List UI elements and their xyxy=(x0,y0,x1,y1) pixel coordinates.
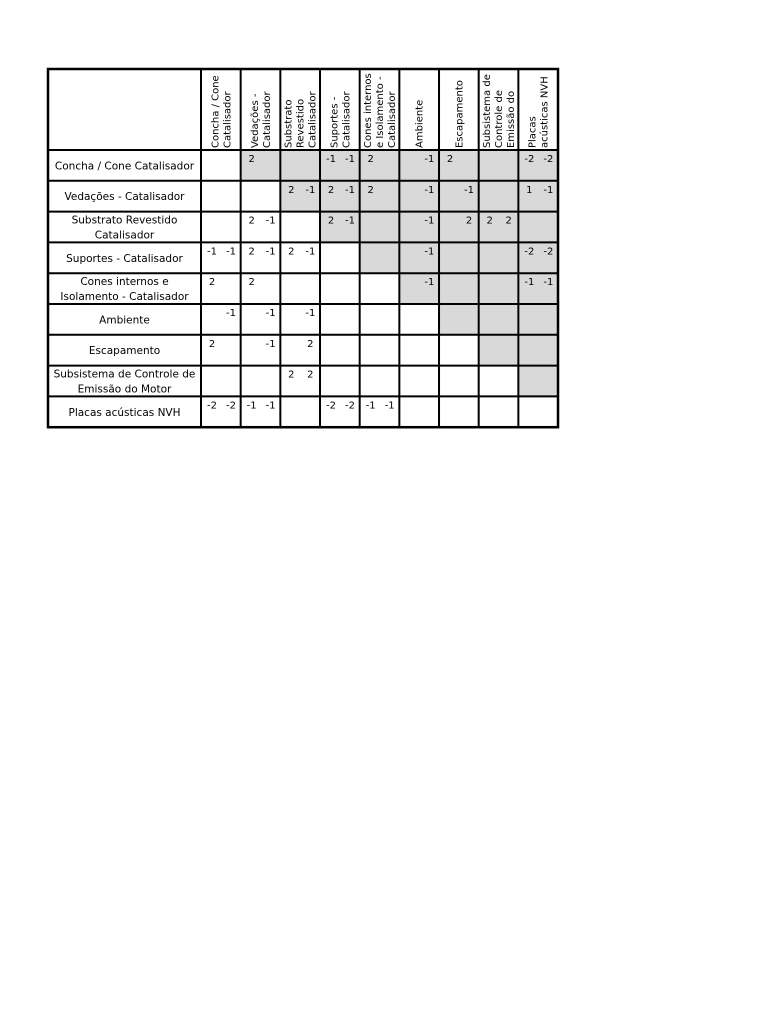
column-header-7: Controle de xyxy=(494,90,506,148)
column-header-4: Catalisador xyxy=(387,91,399,148)
column-header-3: Catalisador xyxy=(341,91,353,148)
shaded-cell xyxy=(360,212,400,243)
cell-value-right: -2 xyxy=(543,246,554,258)
cell-value-left: -2 xyxy=(524,154,535,165)
cell-value-right: -2 xyxy=(345,400,356,412)
row-label-7: Subsistema de Controle de xyxy=(53,368,196,381)
column-header-2: Catalisador xyxy=(307,91,319,148)
shaded-cell xyxy=(479,181,519,212)
column-header-5: Ambiente xyxy=(414,99,426,148)
column-header-1: Vedações - xyxy=(250,93,262,148)
cell-value-left: 2 xyxy=(327,184,335,196)
column-header-6: Escapamento xyxy=(454,80,466,148)
cell-value-left: 2 xyxy=(486,215,493,227)
cell-value-left: -1 xyxy=(326,154,337,165)
column-header-0: Concha / Cone xyxy=(210,75,222,148)
cell-value-right: 2 xyxy=(307,369,314,381)
cell-value-left: 2 xyxy=(208,338,216,350)
row-label-0: Concha / Cone Catalisador xyxy=(54,160,195,173)
shaded-cell xyxy=(518,366,558,397)
cell-value-left: -2 xyxy=(326,400,337,412)
row-label-7: Emissão do Motor xyxy=(77,383,172,396)
cell-value-right: -1 xyxy=(226,308,236,319)
column-header-4: e Isolamento - xyxy=(375,76,387,148)
cell-value-left: -1 xyxy=(246,400,257,412)
column-header-1: Catalisador xyxy=(262,91,274,148)
cell-value-left: 2 xyxy=(208,277,216,289)
cell-value-left: 2 xyxy=(248,277,255,289)
cell-value-left: -1 xyxy=(207,246,217,258)
cell-value-right: -1 xyxy=(265,400,276,412)
column-header-7: Subsistema de xyxy=(482,74,494,148)
cell-value-right: -1 xyxy=(305,184,316,196)
cell-value-left: 2 xyxy=(446,154,454,165)
shaded-cell xyxy=(360,242,400,273)
cell-value-right: -1 xyxy=(305,308,316,319)
shaded-cell xyxy=(518,212,558,243)
row-label-6: Escapamento xyxy=(88,345,161,358)
row-label-3: Suportes - Catalisador xyxy=(66,252,183,265)
cell-value-right: 2 xyxy=(307,338,314,350)
cell-value-right: -1 xyxy=(464,184,475,196)
column-header-2: Substrato xyxy=(283,99,295,148)
shaded-cell xyxy=(360,150,400,181)
row-label-4: Isolamento - Catalisador xyxy=(60,291,189,304)
cell-value-left: -2 xyxy=(524,246,535,258)
cell-value-left: 2 xyxy=(248,215,255,227)
cell-value-right: -1 xyxy=(345,215,356,227)
cell-value-right: -1 xyxy=(265,308,276,319)
shaded-cell xyxy=(479,335,519,366)
cell-value-left: 1 xyxy=(526,184,533,196)
shaded-cell xyxy=(360,181,400,212)
column-header-7: Emissão do xyxy=(506,90,518,148)
shaded-cell xyxy=(518,304,558,335)
cell-value-right: -1 xyxy=(345,154,356,165)
cell-value-left: -1 xyxy=(365,400,376,412)
cell-value-left: -1 xyxy=(524,277,535,289)
cell-value-right: -1 xyxy=(424,246,435,258)
shaded-cell xyxy=(439,304,479,335)
cell-value-right: -1 xyxy=(226,246,236,258)
shaded-cell xyxy=(479,212,519,243)
cell-value-right: -1 xyxy=(424,277,435,289)
cell-value-left: 2 xyxy=(367,184,374,196)
cell-value-right: -1 xyxy=(384,400,395,412)
shaded-cell xyxy=(479,304,519,335)
shaded-cell xyxy=(439,150,479,181)
cell-value-right: -1 xyxy=(265,215,276,227)
row-label-5: Ambiente xyxy=(99,314,150,327)
cell-value-right: -2 xyxy=(226,400,236,412)
cell-value-right: -1 xyxy=(543,277,554,289)
cell-value-right: 2 xyxy=(505,215,512,227)
cell-value-left: -2 xyxy=(207,400,217,412)
row-label-8: Placas acústicas NVH xyxy=(68,406,181,419)
cell-value-left: 2 xyxy=(288,184,295,196)
cell-value-left: 2 xyxy=(248,246,255,258)
cell-value-right: -2 xyxy=(543,154,554,165)
shaded-cell xyxy=(280,150,320,181)
cell-value-right: -1 xyxy=(305,246,316,258)
shaded-cell xyxy=(439,273,479,304)
cell-value-left: 2 xyxy=(288,369,295,381)
column-header-3: Suportes - xyxy=(329,96,341,148)
column-header-2: Revestido xyxy=(295,98,307,148)
row-label-1: Vedações - Catalisador xyxy=(64,191,185,204)
shaded-cell xyxy=(439,212,479,243)
row-label-4: Cones internos e xyxy=(80,276,169,289)
row-label-2: Substrato Revestido xyxy=(71,214,178,227)
cell-value-left: 2 xyxy=(367,154,374,165)
cell-value-right: -1 xyxy=(424,154,435,165)
shaded-cell xyxy=(479,150,519,181)
shaded-cell xyxy=(439,242,479,273)
column-header-4: Cones internos xyxy=(363,73,375,148)
cell-value-right: -1 xyxy=(424,215,435,227)
shaded-cell xyxy=(479,242,519,273)
cell-value-right: -1 xyxy=(265,338,276,350)
cell-value-right: -1 xyxy=(265,246,276,258)
cell-value-left: 2 xyxy=(327,215,335,227)
cell-value-left: 2 xyxy=(288,246,295,258)
column-header-8: acústicas NVH xyxy=(539,76,551,148)
row-label-2: Catalisador xyxy=(94,229,155,242)
shaded-cell xyxy=(518,335,558,366)
cell-value-right: 2 xyxy=(465,215,473,227)
cell-value-left: 2 xyxy=(248,154,255,165)
cell-value-right: -1 xyxy=(345,184,356,196)
column-header-0: Catalisador xyxy=(222,91,234,148)
cell-value-right: -1 xyxy=(543,184,554,196)
shaded-cell xyxy=(479,273,519,304)
shaded-cell xyxy=(241,150,281,181)
column-header-8: Placas xyxy=(527,116,539,148)
cell-value-right: -1 xyxy=(424,184,435,196)
